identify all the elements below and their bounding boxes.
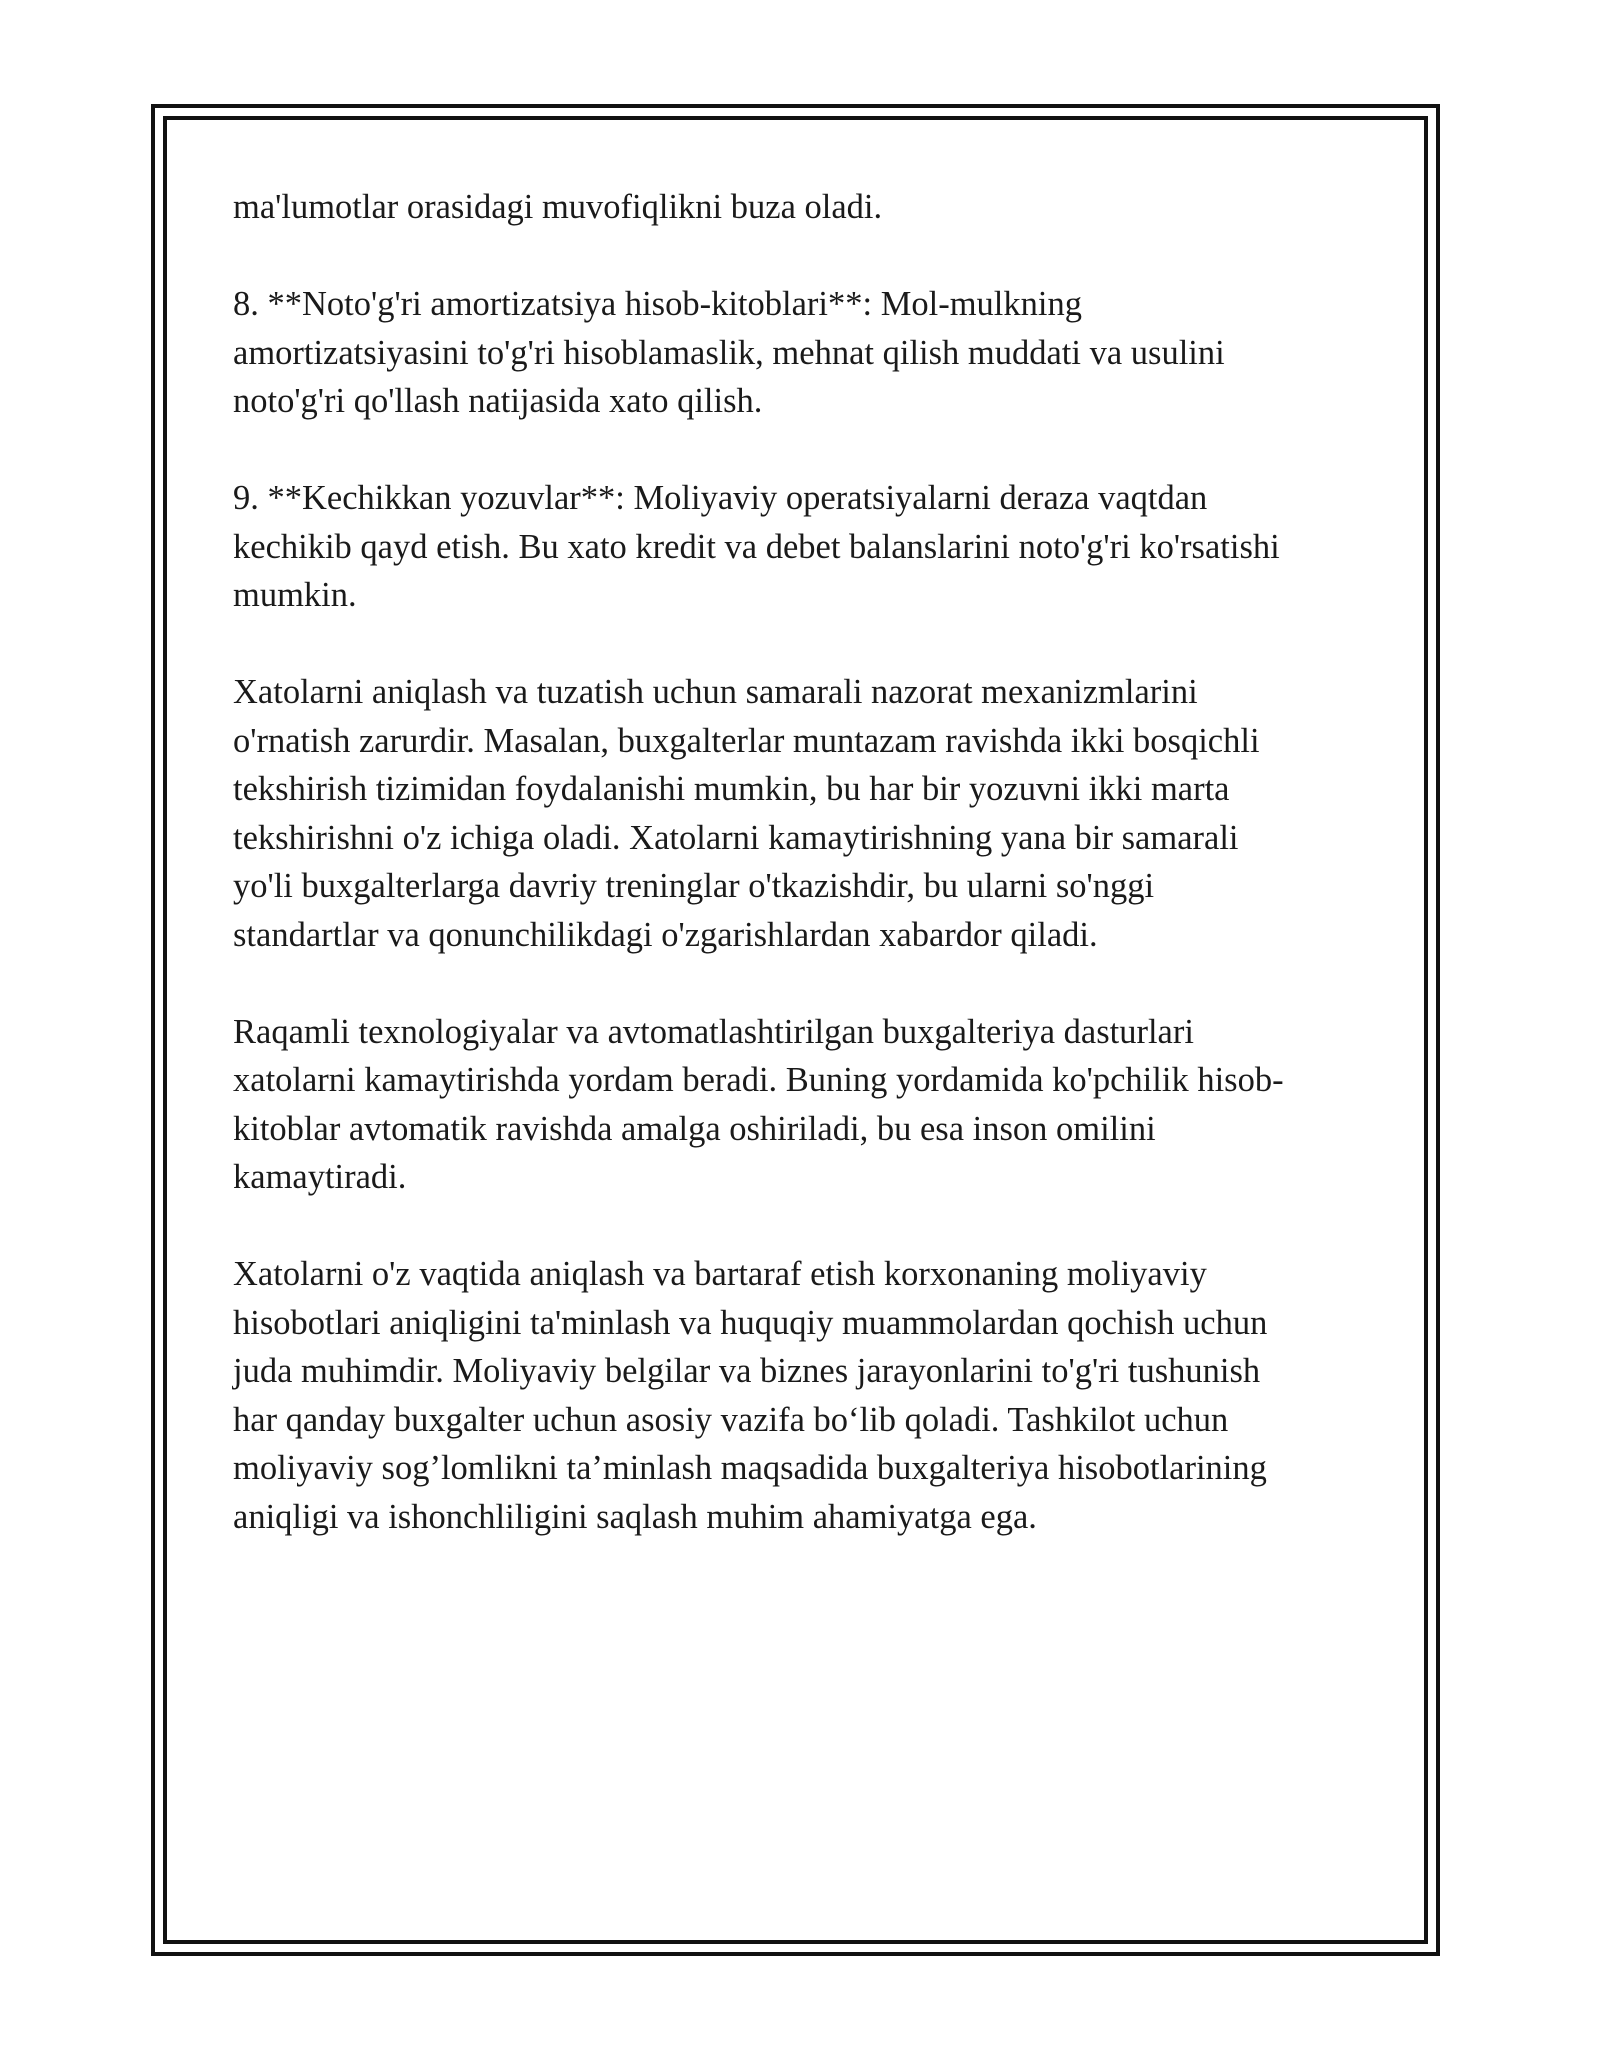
paragraph-item-9: 9. **Kechikkan yozuvlar**: Moliyaviy operatsiyalarni deraza vaqtdan kechikib qayd etish. Bu xato kredit va debet balanslarini noto'g'ri ko'rsatishi mumkin. bbox=[233, 479, 1280, 614]
paragraph-item-8: 8. **Noto'g'ri amortizatsiya hisob-kitoblari**: Mol-mulkning amortizatsiyasini to'g'ri hisoblamaslik, mehnat qilish muddati va usulini noto'g'ri qo'llash natijasida xato qilish. bbox=[233, 285, 1225, 420]
paragraph-continuation: ma'lumotlar orasidagi muvofiqlikni buza oladi. bbox=[233, 188, 883, 226]
paragraph-conclusion: Xatolarni o'z vaqtida aniqlash va bartaraf etish korxonaning moliyaviy hisobotlari aniqligini ta'minlash va huquqiy muammolardan qochish uchun juda muhimdir. Moliyaviy belgilar va biznes jarayonlarini to'g'ri tushunish har qanday buxgalter uchun asosiy vazifa bo‘lib qoladi. Tashkilot uchun moliyaviy sog’lomlikni ta’minlash maqsadida buxgalteriya hisobotlarining aniqligi va ishonchliligini saqlash muhim ahamiyatga ega. bbox=[233, 1255, 1268, 1536]
document-body bbox=[233, 183, 1353, 1590]
paragraph-control-mechanisms: Xatolarni aniqlash va tuzatish uchun samarali nazorat mexanizmlarini o'rnatish zarurdir. Masalan, buxgalterlar muntazam ravishda ikki bosqichli tekshirish tizimidan foydalanishi mumkin, bu har bir yozuvni ikki marta tekshirishni o'z ichiga oladi. Xatolarni kamaytirishning yana bir samarali yo'li buxgalterlarga davriy treninglar o'tkazishdir, bu ularni so'nggi standartlar va qonunchilikdagi o'zgarishlardan xabardor qiladi. bbox=[233, 673, 1260, 954]
paragraph-digital-technologies: Raqamli texnologiyalar va avtomatlashtirilgan buxgalteriya dasturlari xatolarni kamaytirishda yordam beradi. Buning yordamida ko'pchilik hisob- kitoblar avtomatik ravishda amalga oshiriladi, bu esa inson omilini kamaytiradi. bbox=[233, 1012, 1284, 1196]
